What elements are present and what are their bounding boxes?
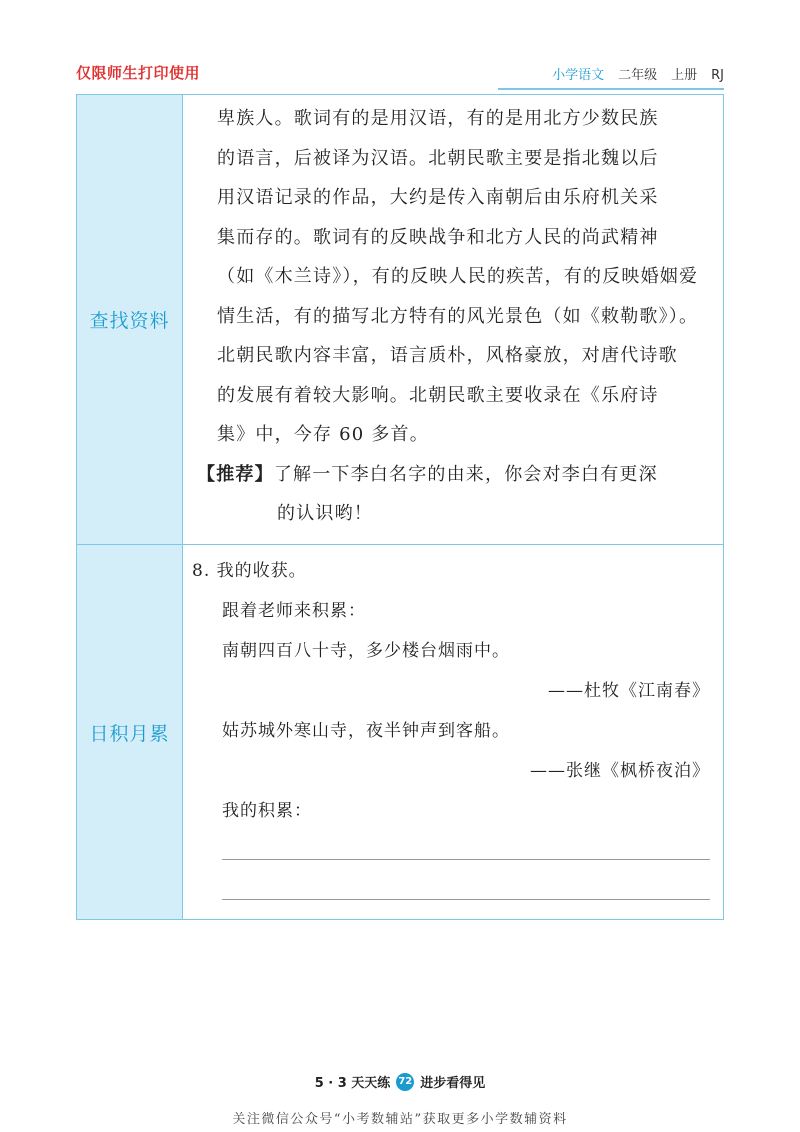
poem-line-1: 南朝四百八十寺，多少楼台烟雨中。 (222, 641, 510, 661)
recommend-line-2: 的认识哟！ (277, 503, 373, 524)
footer-slogan: 进步看得见 (420, 1076, 486, 1091)
subject-label: 小学语文 (552, 68, 605, 83)
volume-label: 上册 (671, 68, 698, 83)
text-line: 北朝民歌内容丰富，语言质朴，风格豪放，对唐代诗歌 (217, 345, 678, 366)
poem-source-1: ——杜牧《江南春》 (548, 681, 710, 701)
my-accumulation-label: 我的积累： (222, 801, 312, 821)
book-info (552, 64, 724, 83)
research-row (77, 95, 723, 545)
accumulate-row (77, 545, 723, 919)
print-notice: 仅限师生打印使用 (76, 64, 201, 82)
grade-label: 二年级 (618, 68, 658, 83)
header-divider (498, 88, 724, 90)
research-content (197, 99, 717, 534)
question-title: 8. 我的收获。 (192, 561, 307, 581)
recommend-text: 了解一下李白名字的由来，你会对李白有更深 (273, 463, 658, 485)
poem-line-2: 姑苏城外寒山寺，夜半钟声到客船。 (222, 721, 510, 741)
poem-source-2: ——张继《枫桥夜泊》 (530, 761, 710, 781)
accumulate-label: 日积月累 (77, 545, 183, 919)
page-footer (0, 1072, 800, 1091)
answer-line-2[interactable] (222, 899, 710, 900)
text-line: 集而存的。歌词有的反映战争和北方人民的尚武精神 (217, 226, 659, 248)
answer-line-1[interactable] (222, 859, 710, 860)
text-line: 情生活，有的描写北方特有的风光景色（如《敕勒歌》）。 (217, 305, 699, 327)
recommend-line (197, 455, 717, 495)
bottom-note: 关注微信公众号“小考数辅站”获取更多小学数辅资料 (232, 1112, 568, 1127)
worksheet-table (76, 94, 724, 920)
page-number: 72 (396, 1073, 414, 1091)
text-line: （如《木兰诗》），有的反映人民的疾苦，有的反映婚姻爱 (217, 266, 699, 287)
edition-label: RJ (711, 68, 724, 83)
recommend-tag: 【推荐】 (197, 463, 274, 485)
research-label: 查找资料 (77, 95, 183, 544)
text-line: 的发展有着较大影响。北朝民歌主要收录在《乐府诗 (217, 384, 659, 406)
footer-brand: 5 · 3 天天练 (314, 1076, 391, 1091)
text-line: 的语言，后被译为汉语。北朝民歌主要是指北魏以后 (217, 147, 659, 169)
intro-text: 跟着老师来积累： (222, 601, 366, 621)
text-line: 集》中，今存 60 多首。 (217, 424, 429, 445)
accumulate-content (192, 551, 714, 831)
text-line: 卑族人。歌词有的是用汉语，有的是用北方少数民族 (217, 108, 659, 129)
text-line: 用汉语记录的作品，大约是传入南朝后由乐府机关采 (217, 187, 659, 208)
